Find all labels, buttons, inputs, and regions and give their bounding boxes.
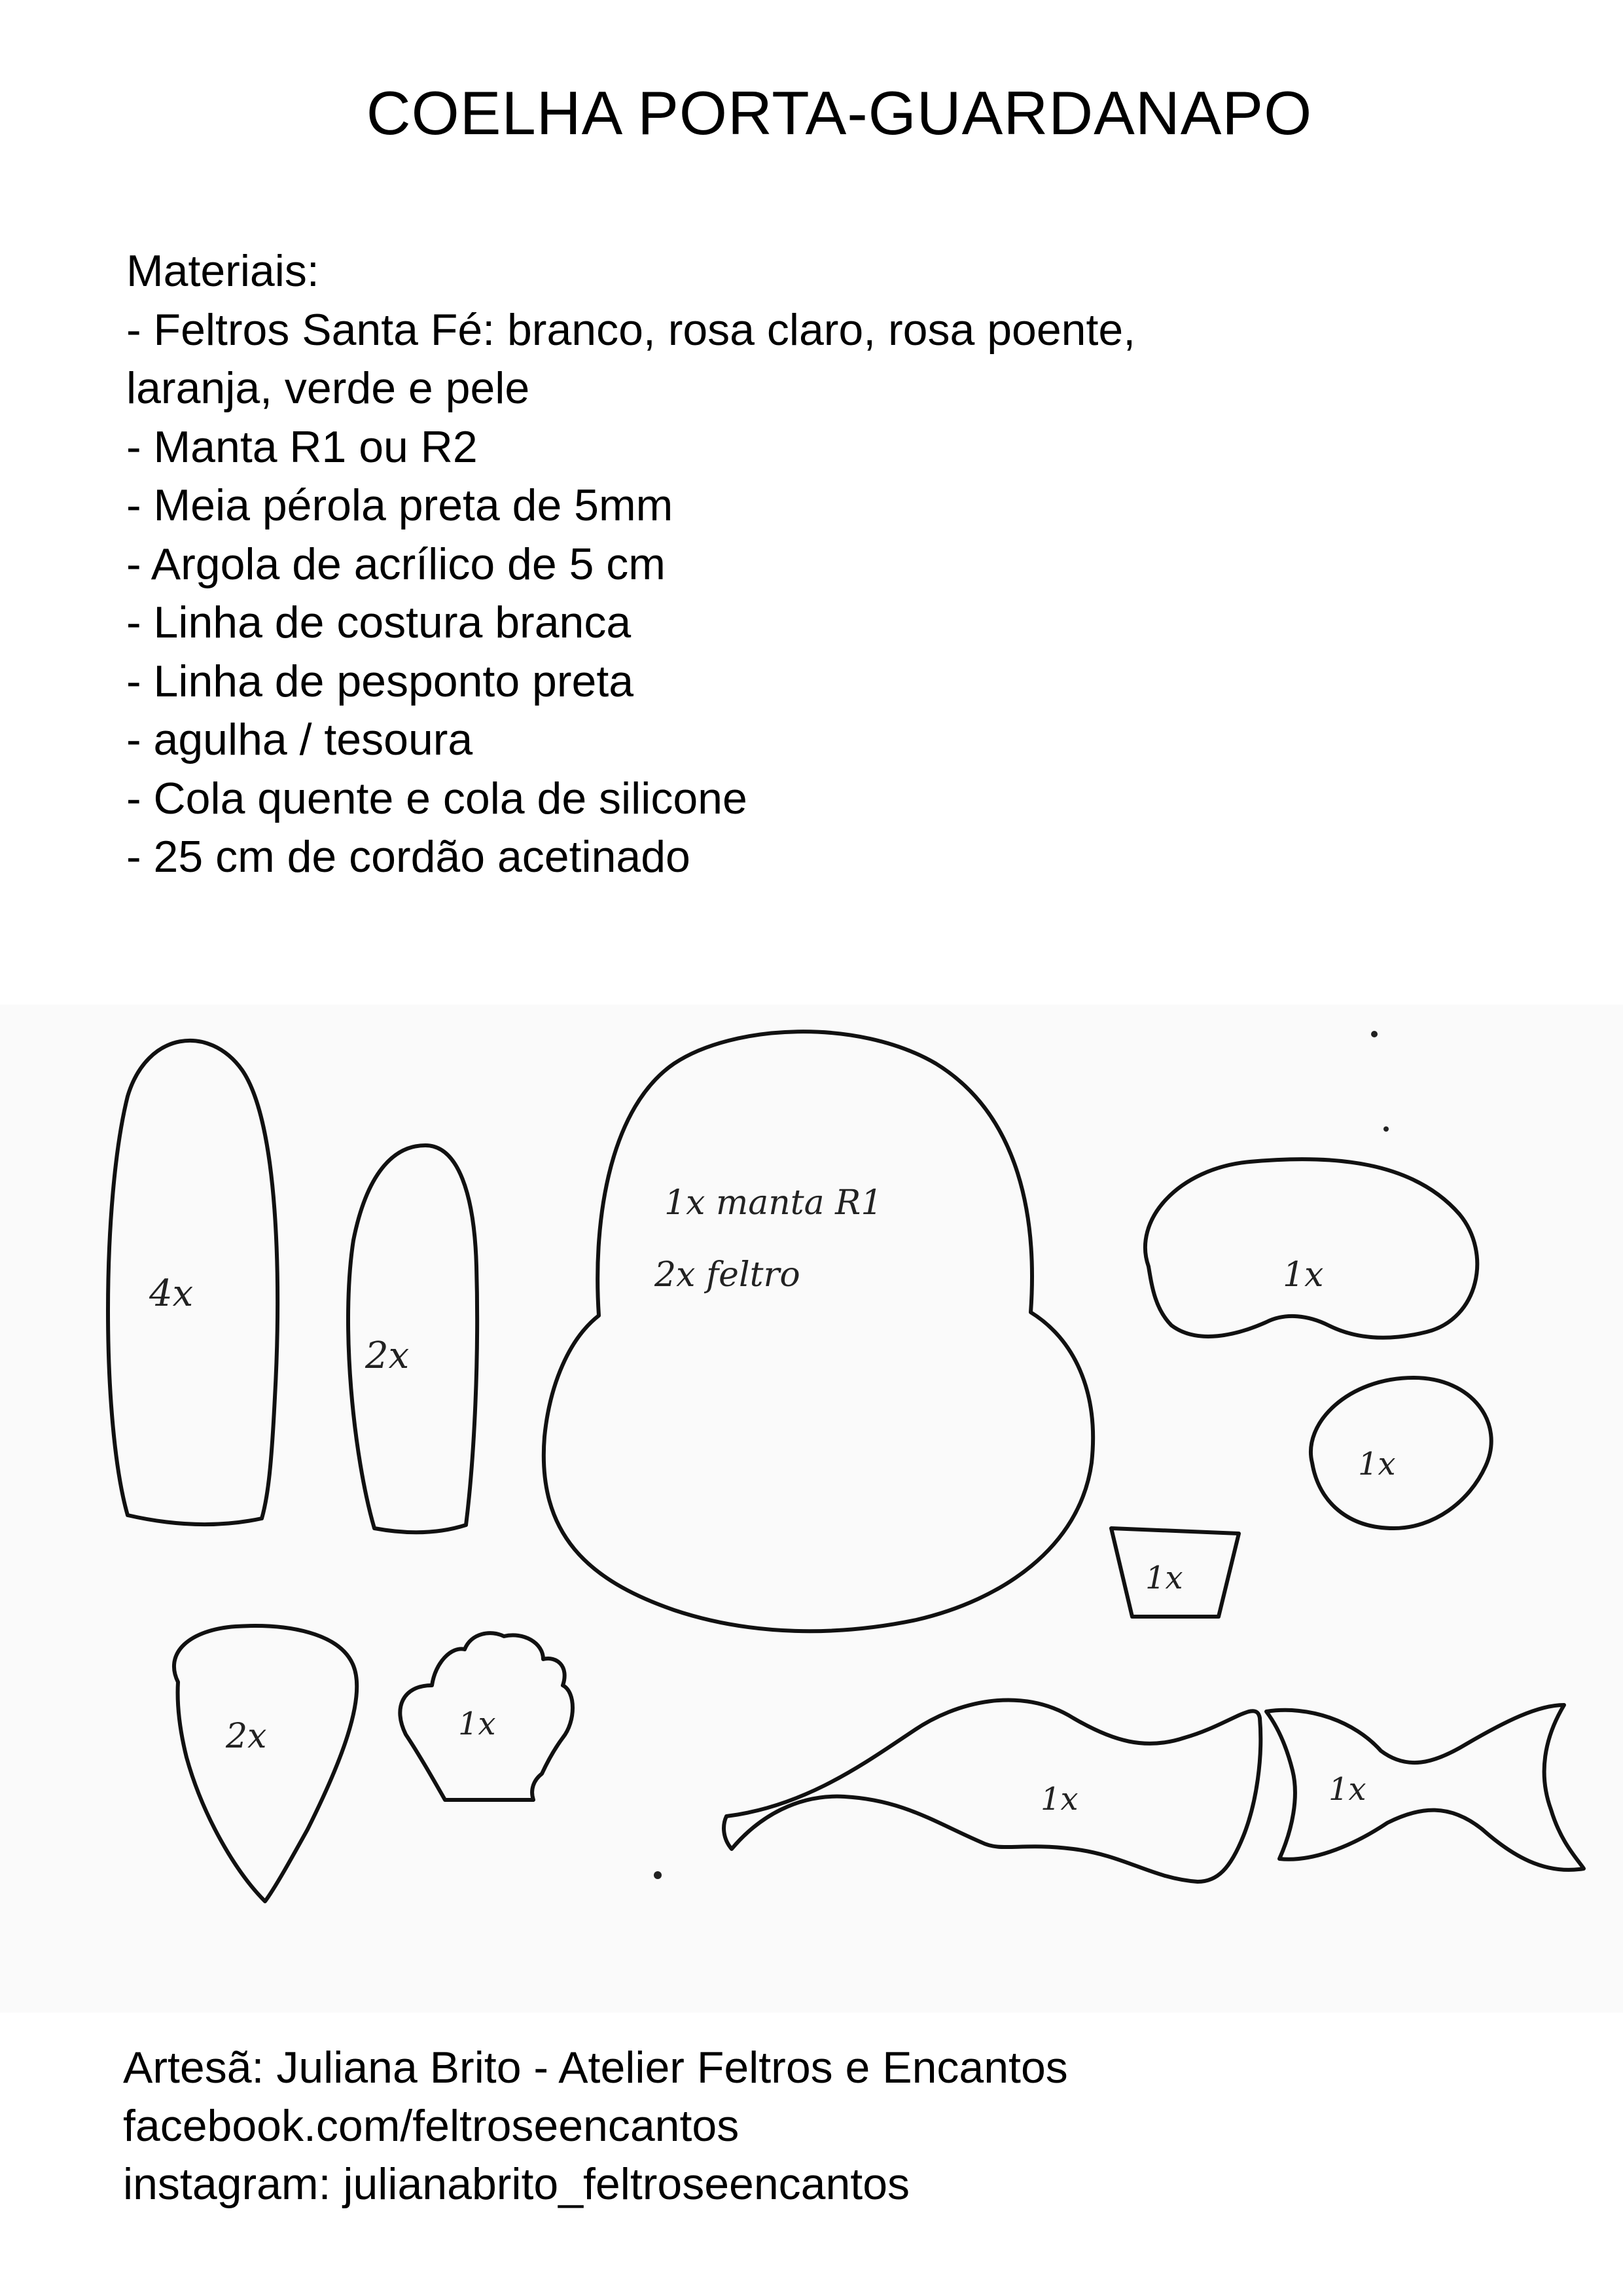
cup-label: 1x: [1145, 1560, 1183, 1596]
ear-large-label: 4x: [149, 1272, 194, 1315]
speck: [654, 1871, 662, 1879]
instagram-link: instagram: julianabrito_feltroseencantos: [123, 2159, 910, 2209]
bow-long-label: 1x: [1041, 1781, 1079, 1818]
facebook-link: facebook.com/feltroseencantos: [123, 2101, 740, 2151]
pattern-drawing: [0, 1005, 1623, 2013]
cheek-oval-outline: [1311, 1378, 1491, 1528]
ear-small-label: 2x: [365, 1335, 410, 1377]
materials-item: - Feltros Santa Fé: branco, rosa claro, rosa poente,: [126, 304, 1136, 355]
materials-list: [126, 242, 1566, 887]
materials-item: - 25 cm de cordão acetinado: [126, 832, 690, 882]
materials-heading: Materiais:: [126, 246, 319, 296]
materials-item: - Argola de acrílico de 5 cm: [126, 539, 666, 589]
bow-short-outline: [1266, 1705, 1584, 1870]
materials-item: - Linha de pesponto preta: [126, 656, 634, 706]
speck: [1371, 1031, 1378, 1037]
bow-short-label: 1x: [1329, 1771, 1366, 1808]
hand-label: 1x: [458, 1706, 496, 1742]
document-title: COELHA PORTA-GUARDANAPO: [366, 79, 1313, 147]
materials-item: - Cola quente e cola de silicone: [126, 773, 747, 823]
heart-drop-label: 2x: [226, 1717, 267, 1756]
cheek-oval-label: 1x: [1358, 1446, 1396, 1482]
bow-long-outline: [724, 1700, 1260, 1882]
muzzle-outline: [1145, 1159, 1477, 1338]
muzzle-label: 1x: [1283, 1255, 1324, 1295]
pattern-sheet: [0, 1005, 1623, 2013]
materials-item: - Linha de costura branca: [126, 598, 632, 647]
speck: [1383, 1126, 1389, 1132]
heart-drop-outline: [174, 1626, 357, 1901]
head-label-line2: 2x feltro: [654, 1255, 800, 1295]
head-outline: [544, 1031, 1093, 1631]
credits: [123, 2039, 1563, 2214]
materials-item: laranja, verde e pele: [126, 363, 530, 413]
head-label-line1: 1x manta R1: [664, 1183, 883, 1223]
materials-item: - agulha / tesoura: [126, 715, 473, 764]
materials-item: - Manta R1 ou R2: [126, 422, 478, 472]
artisan-credit: Artesã: Juliana Brito - Atelier Feltros e Encantos: [123, 2043, 1068, 2092]
materials-item: - Meia pérola preta de 5mm: [126, 480, 673, 530]
